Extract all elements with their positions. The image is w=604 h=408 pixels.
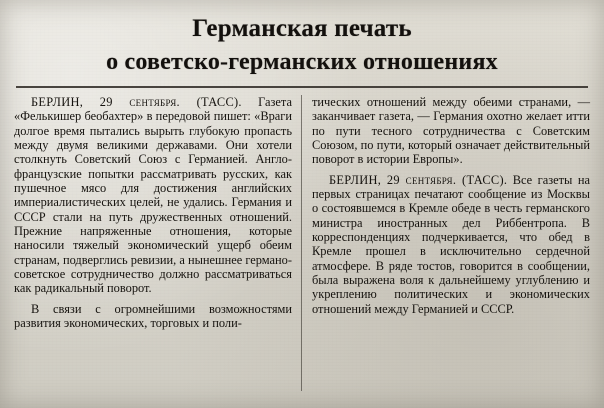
paragraph-right-2-text: Все газеты на первых страницах печатают сообщение из Москвы о состоявшемся в Кремле обеде в честь германского министра иностранных дел Риббентропа. В корреспонденциях подчеркивается, что обед в Кремле прошел в исключительно сердечной атмосфере. В ряде тостов, говорится в сообщении, была выражена воля к дальнейшему углублению и укреплению политических и экономических отношений между Германией и СССР.: [312, 172, 590, 316]
paragraph-left-2: [14, 302, 292, 331]
headline-divider: [16, 86, 588, 88]
paragraph-right-1: [312, 95, 590, 167]
paragraph-right-2: [312, 173, 590, 316]
paragraph-right-1-text: тических отношений между обеими странами, — заканчивает газета, — Германия охотно желает итти по пути тесного сотрудничества с Советским Союзом, по пути, который означает действительный поворот в истории Европы».: [312, 95, 590, 167]
page-title-line-1: Германская печать: [192, 15, 412, 42]
paragraph-left-2-text: В связи с огромнейшими возможностями развития экономических, торговых и поли-: [14, 301, 292, 331]
paragraph-left-1: [14, 95, 292, 296]
dateline-berlin-2: БЕРЛИН, 29 сентября. (ТАСС).: [329, 172, 508, 187]
page-title-line-2: о советско-германских отношениях: [106, 49, 498, 75]
column-right: [302, 95, 590, 391]
paragraph-left-1-text: Газета «Фелькишер беобахтер» в передовой пишет: «Враги долгое время пытались вырыть глубокую пропасть между двумя великими державами. Они хотели столкнуть Советский Союз с Германией. Англо-французские попытки рассматривать русских, как пушечное мясо для достижения английских империалистических целей, не удались. Германия и СССР стали на путь дружественных отношений. Прежние напряженные отношения, которые наносили тяжелый экономический ущерб обеим странам, подверглись ревизии, а нынешнее германо-советское сотрудничество должно рассматриваться как радикальный поворот.: [14, 95, 292, 296]
article-columns: [14, 95, 590, 391]
column-left: [14, 95, 302, 391]
dateline-berlin-1: БЕРЛИН, 29 сентября. (ТАСС).: [31, 95, 242, 109]
